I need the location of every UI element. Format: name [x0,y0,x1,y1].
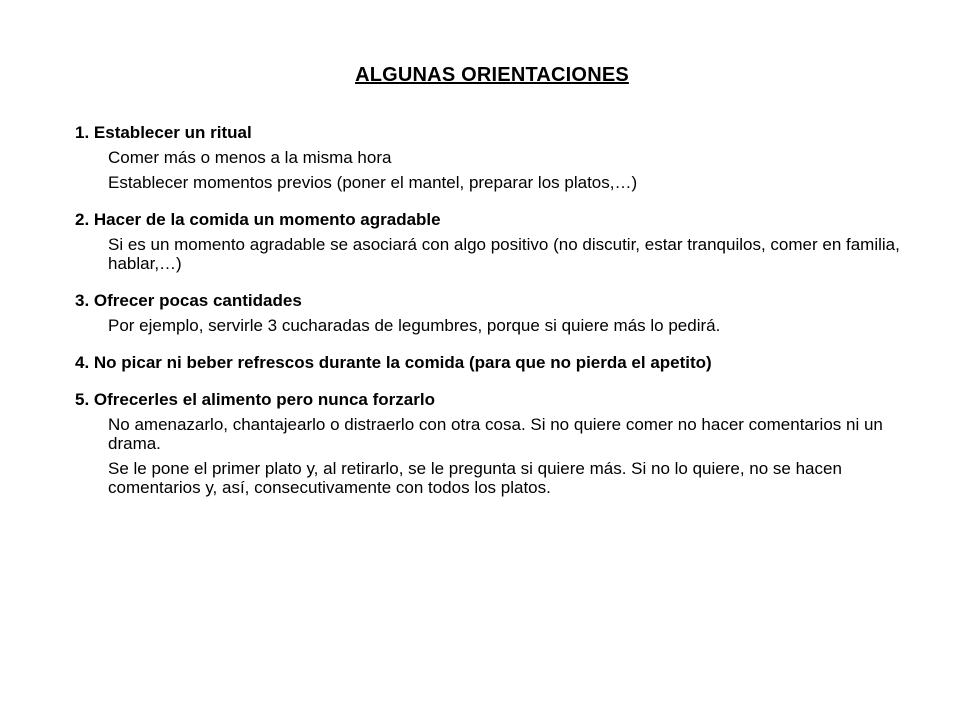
section-heading: 3. Ofrecer pocas cantidades [75,291,302,310]
section-paragraph: Establecer momentos previos (poner el mantel, preparar los platos,…) [108,173,638,192]
section-3 [75,291,915,335]
section-2 [75,210,915,273]
section-paragraph: Comer más o menos a la misma hora [108,148,392,167]
section-paragraph: Por ejemplo, servirle 3 cucharadas de legumbres, porque si quiere más lo pedirá. [108,316,721,335]
section-heading: 5. Ofrecerles el alimento pero nunca forzarlo [75,390,435,409]
section-5 [75,390,915,497]
section-4 [75,353,915,372]
section-paragraph: Si es un momento agradable se asociará con algo positivo (no discutir, estar tranquilos, comer en familia, hablar,…) [108,235,900,273]
section-paragraph: Se le pone el primer plato y, al retirarlo, se le pregunta si quiere más. Si no lo quiere, no se hacen comentarios y, así, consecutivamente con todos los platos. [108,459,842,497]
section-heading: 4. No picar ni beber refrescos durante la comida (para que no pierda el apetito) [75,353,712,372]
content-body [75,123,915,515]
page-title: ALGUNAS ORIENTACIONES [355,64,629,86]
section-heading: 1. Establecer un ritual [75,123,252,142]
section-1 [75,123,915,192]
section-paragraph: No amenazarlo, chantajearlo o distraerlo con otra cosa. Si no quiere comer no hacer comentarios ni un drama. [108,415,883,453]
section-heading: 2. Hacer de la comida un momento agradable [75,210,441,229]
